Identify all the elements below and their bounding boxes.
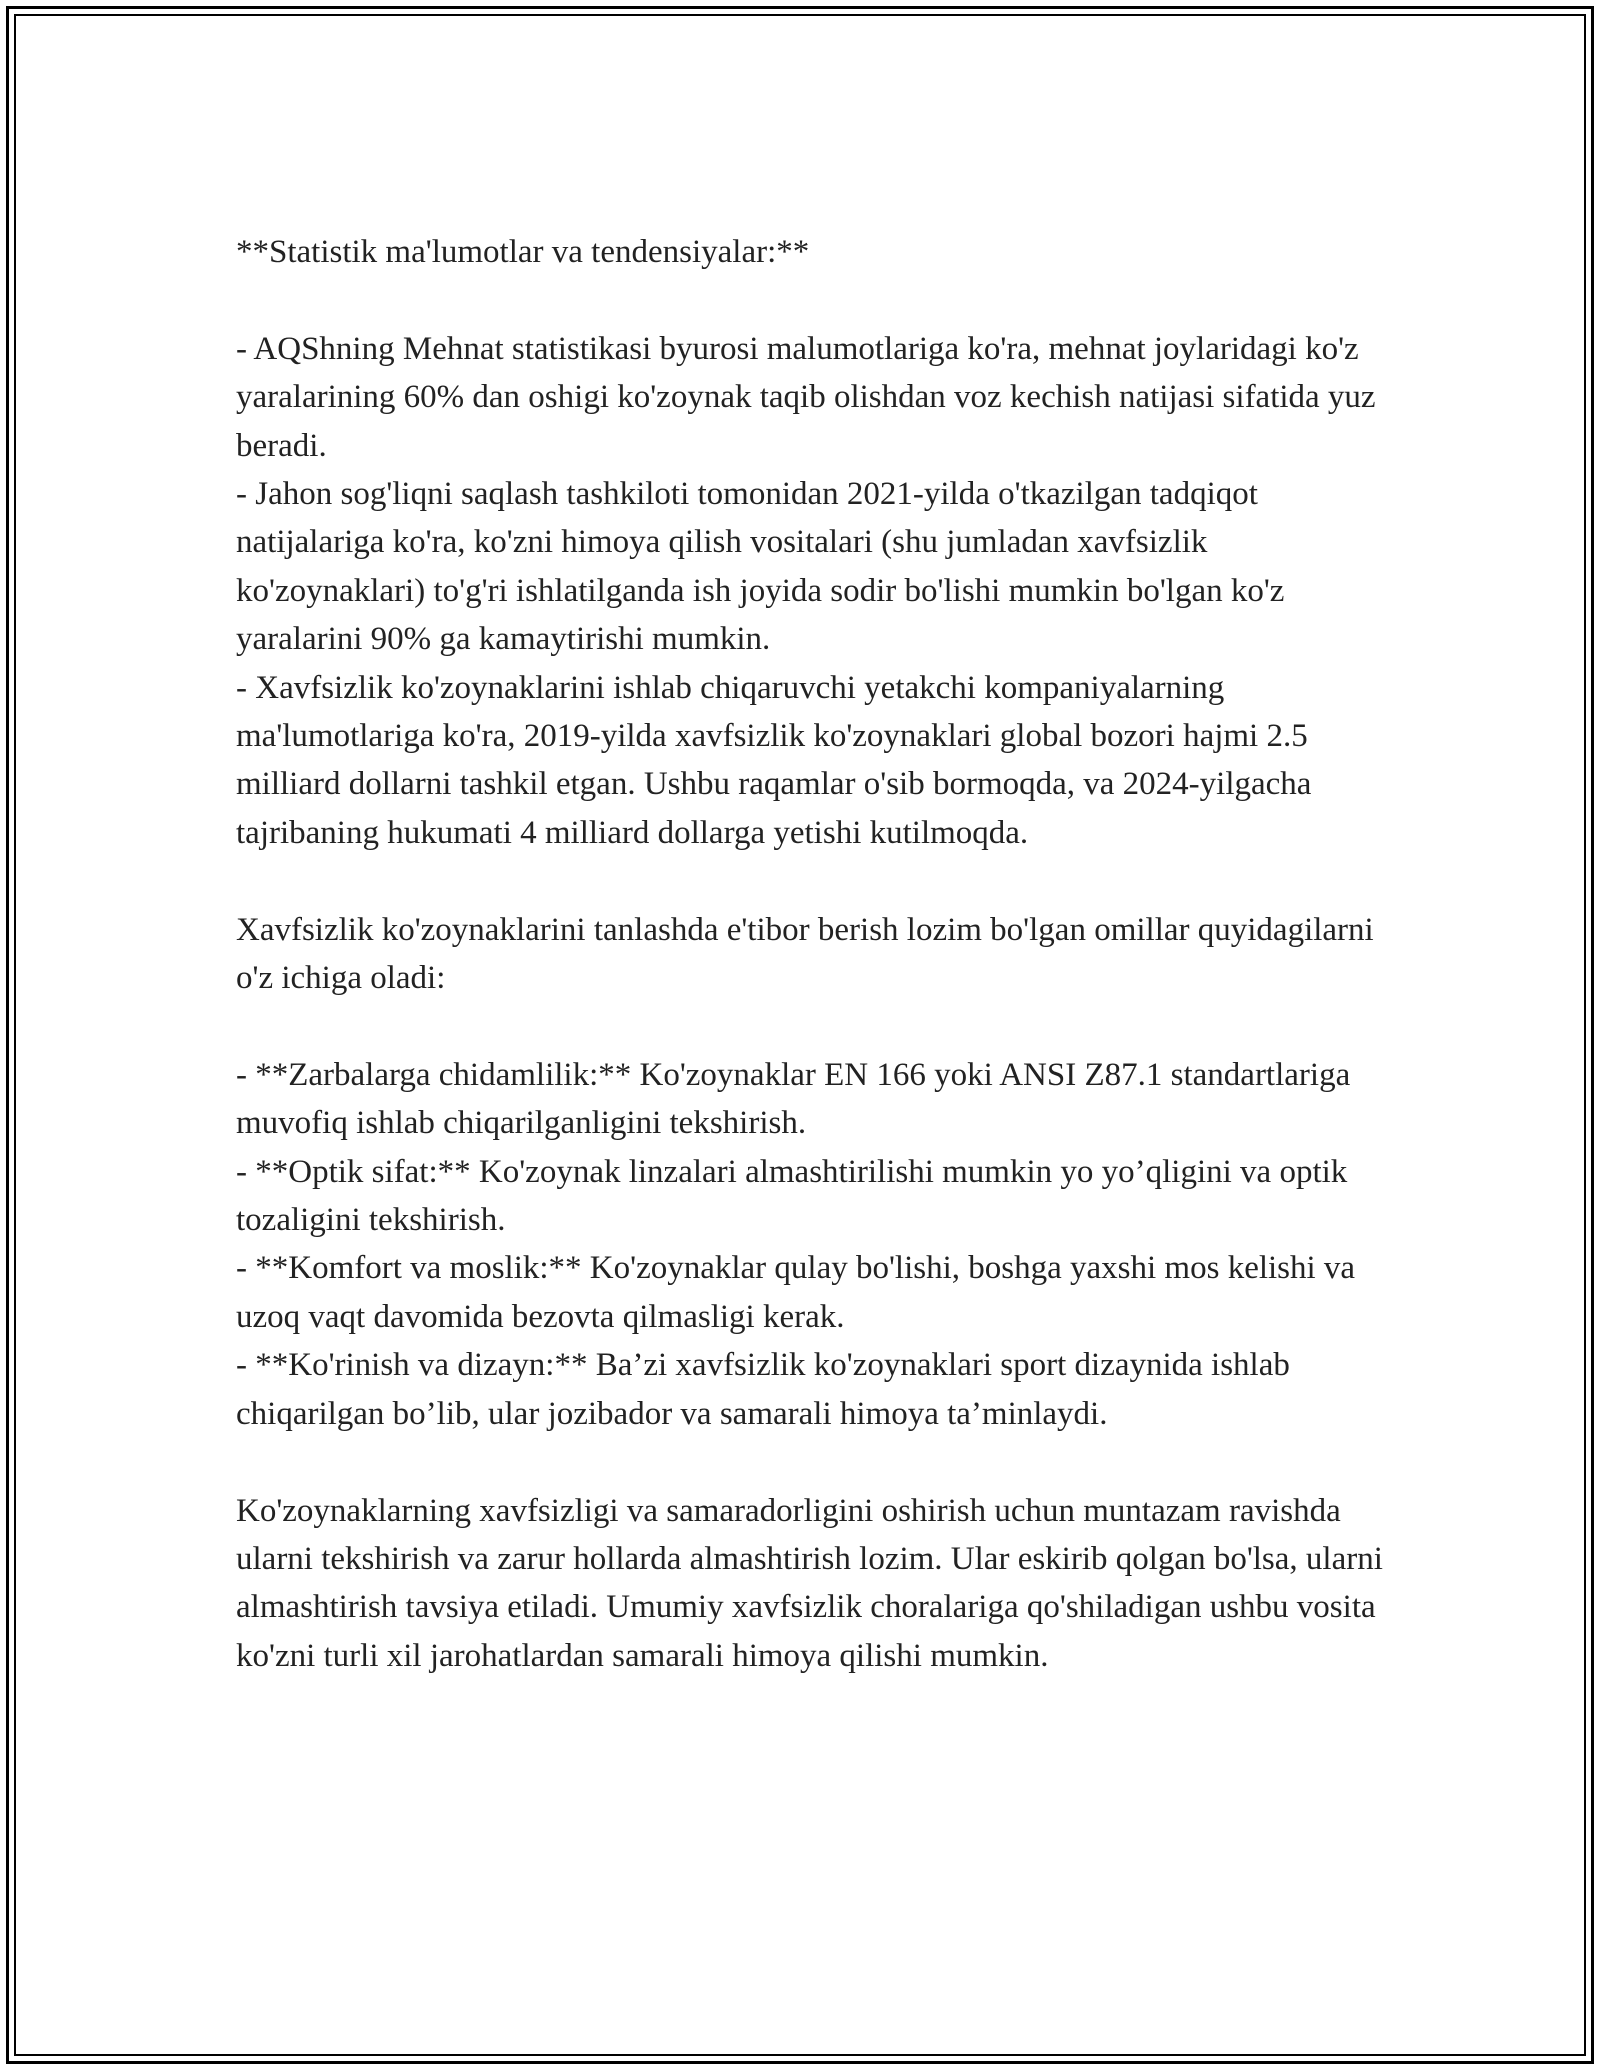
conclusion-paragraph: Ko'zoynaklarning xavfsizligi va samaradorligini oshirish uchun muntazam ravishda ularni tekshirish va zarur hollarda almashtirish lozim. Ular eskirib qolgan bo'lsa, ularni almashtirish tavsiya etiladi. Umumiy xavfsizlik choralariga qo'shiladigan ushbu vosita ko'zni turli xil jarohatlardan samarali himoya qilishi mumkin.	[236, 1492, 1383, 1674]
spacer	[236, 1438, 1396, 1486]
factors-intro: Xavfsizlik ko'zoynaklarini tanlashda e'tibor berish lozim bo'lgan omillar quyidagilarni o'z ichiga oladi:	[236, 911, 1374, 997]
document-body	[236, 228, 1396, 1680]
section-heading: **Statistik ma'lumotlar va tendensiyalar:**	[236, 234, 810, 270]
spacer	[236, 276, 1396, 324]
factor-item-1: - **Zarbalarga chidamlilik:** Ko'zoynaklar EN 166 yoki ANSI Z87.1 standartlariga muvofiq ishlab chiqarilganligini tekshirish.	[236, 1056, 1351, 1142]
factor-item-2: - **Optik sifat:** Ko'zoynak linzalari almashtirilishi mumkin yo yo’qligini va optik tozaligini tekshirish.	[236, 1153, 1348, 1239]
stat-item-3: - Xavfsizlik ko'zoynaklarini ishlab chiqaruvchi yetakchi kompaniyalarning ma'lumotlariga ko'ra, 2019-yilda xavfsizlik ko'zoynaklari global bozori hajmi 2.5 milliard dollarni tashkil etgan. Ushbu raqamlar o'sib bormoqda, va 2024-yilgacha tajribaning hukumati 4 milliard dollarga yetishi kutilmoqda.	[236, 669, 1312, 851]
factor-item-4: - **Ko'rinish va dizayn:** Ba’zi xavfsizlik ko'zoynaklari sport dizaynida ishlab chiqarilgan bo’lib, ular jozibador va samarali himoya ta’minlaydi.	[236, 1347, 1290, 1432]
spacer	[236, 1002, 1396, 1050]
stat-item-1: - AQShning Mehnat statistikasi byurosi malumotlariga ko'ra, mehnat joylaridagi ko'z yaralarining 60% dan oshigi ko'zoynak taqib olishdan voz kechish natijasi sifatida yuz beradi.	[236, 330, 1376, 464]
spacer	[236, 857, 1396, 905]
stat-item-2: - Jahon sog'liqni saqlash tashkiloti tomonidan 2021-yilda o'tkazilgan tadqiqot natijalariga ko'ra, ko'zni himoya qilish vositalari (shu jumladan xavfsizlik ko'zoynaklari) to'g'ri ishlatilganda ish joyida sodir bo'lishi mumkin bo'lgan ko'z yaralarini 90% ga kamaytirishi mumkin.	[236, 476, 1285, 658]
factor-item-3: - **Komfort va moslik:** Ko'zoynaklar qulay bo'lishi, boshga yaxshi mos kelishi va uzoq vaqt davomida bezovta qilmasligi kerak.	[236, 1250, 1356, 1335]
